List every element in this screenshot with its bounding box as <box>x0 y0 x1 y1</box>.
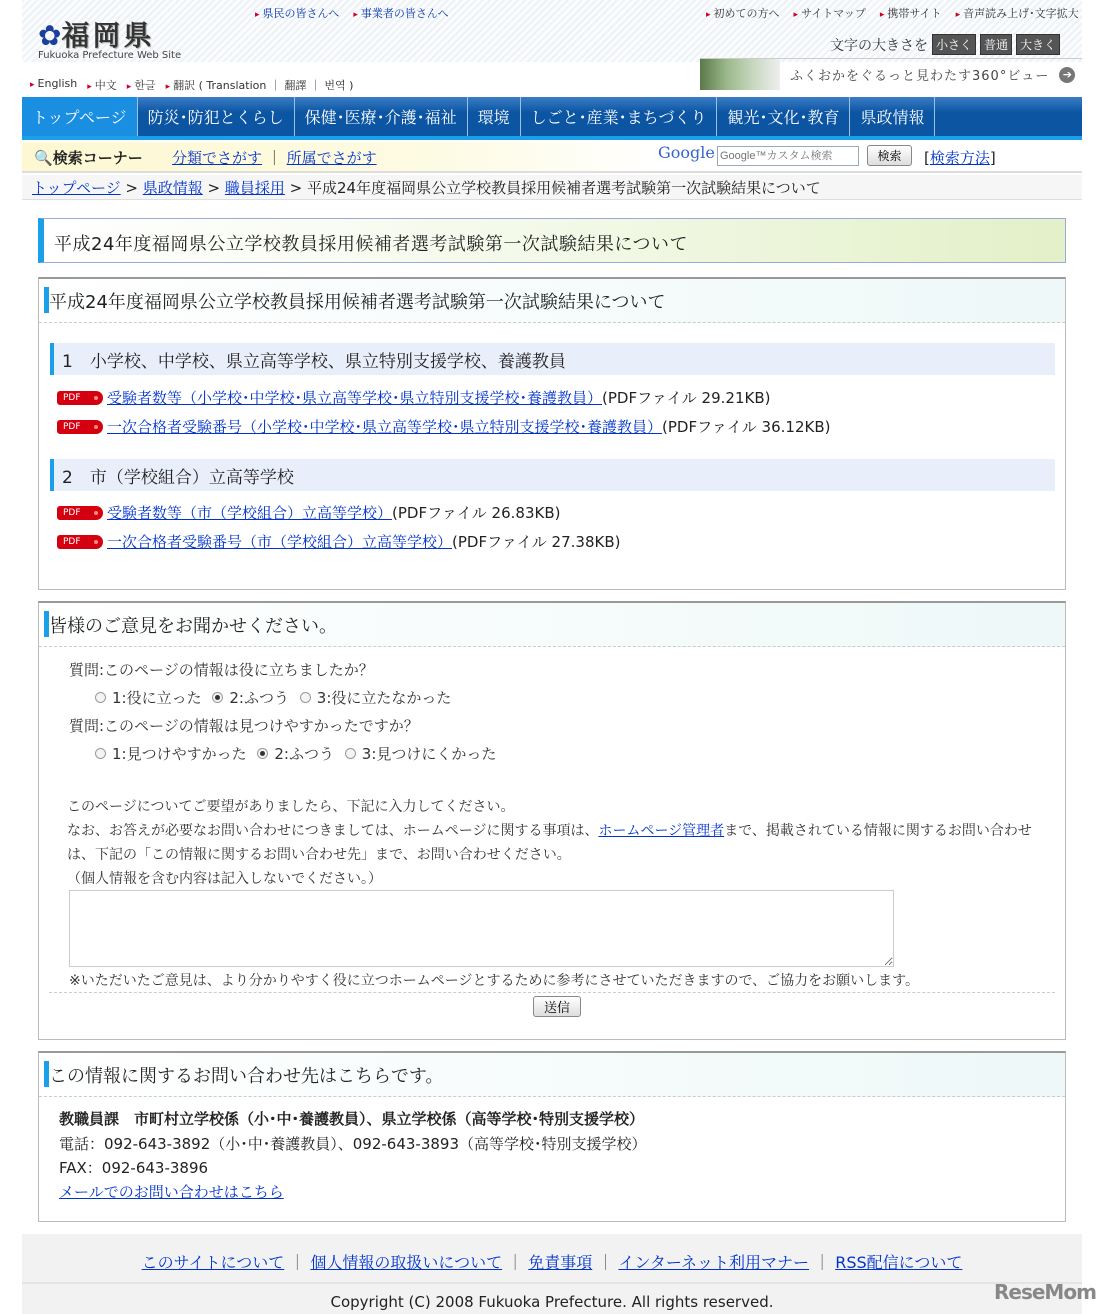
font-normal-button[interactable]: 普通 <box>980 34 1012 55</box>
instruction-2a: なお、お答えが必要なお問い合わせにつきましては、ホームページに関する事項は、 <box>67 823 599 839</box>
radio-helpful[interactable] <box>95 692 106 703</box>
radio-label: 3:役に立たなかった <box>316 689 452 707</box>
file-meta: (PDFファイル 26.83KB) <box>392 504 561 522</box>
footer-link-privacy[interactable]: 個人情報の取扱いについて <box>310 1253 503 1272</box>
question-1-options <box>95 687 457 708</box>
radio-neutral[interactable] <box>257 748 268 759</box>
file-link[interactable]: 受験者数等（小学校･中学校･県立高等学校･県立特別支援学校･養護教員） <box>107 389 603 407</box>
webmaster-link[interactable]: ホームページ管理者 <box>598 823 725 839</box>
link-korean[interactable]: ▸ 한글 <box>127 77 156 93</box>
search-button[interactable]: 検索 <box>867 145 912 166</box>
footer-link-manners[interactable]: インターネット利用マナー <box>618 1253 810 1272</box>
link-chinese[interactable]: ▸ 中文 <box>87 77 117 93</box>
group-heading: 2 市（学校組合）立高等学校 <box>50 459 1055 491</box>
landscape-thumbnail <box>700 59 780 90</box>
contact-department: 教職員課 市町村立学校係（小･中･養護教員）、県立学校係（高等学校･特別支援学校） <box>59 1110 645 1128</box>
font-large-button[interactable]: 大きく <box>1016 34 1060 55</box>
breadcrumb: トップページ > 県政情報 > 職員採用 > 平成24年度福岡県公立学校教員採用候補者選考試験第一次試験結果について <box>22 175 1082 200</box>
logo-title: 福岡県 <box>61 19 155 52</box>
search-help-link[interactable]: 検索方法 <box>929 149 990 167</box>
search-by-category-link[interactable]: 分類でさがす <box>172 149 263 167</box>
nav-top[interactable]: トップページ <box>22 97 138 136</box>
link-first-time[interactable]: ▸ 初めての方へ <box>706 5 780 21</box>
arrow-right-icon: ➔ <box>1059 67 1075 83</box>
font-size-control <box>830 34 1060 55</box>
contact-section <box>38 1051 1066 1222</box>
contact-fax: FAX：092-643-3896 <box>59 1159 209 1177</box>
breadcrumb-recruitment[interactable]: 職員採用 <box>224 179 285 197</box>
radio-label: 1:見つけやすかった <box>112 745 247 763</box>
instruction-1: このページについてご要望がありましたら、下記に入力してください。 <box>67 799 515 815</box>
file-item <box>57 502 560 523</box>
pdf-icon: PDF <box>57 506 103 520</box>
file-link[interactable]: 一次合格者受験番号（市（学校組合）立高等学校） <box>107 533 453 551</box>
results-section <box>38 277 1066 590</box>
view360-banner[interactable] <box>700 58 1082 90</box>
font-small-button[interactable]: 小さく <box>932 34 976 55</box>
submit-button[interactable]: 送信 <box>533 996 581 1017</box>
footer-link-rss[interactable]: RSS配信について <box>835 1253 963 1272</box>
search-corner-label: 検索コーナー <box>52 149 143 167</box>
footer: このサイトについて ｜ 個人情報の取扱いについて ｜ 免責事項 ｜ インターネット利用マナー ｜ RSS配信について Copyright (C) 2008 Fukuoka Prefecture. All rights reserved. <box>22 1234 1082 1314</box>
feedback-instructions <box>67 795 1057 891</box>
feedback-note: ※いただいたご意見は、より分かりやすく役に立つホームページとするために参考にさせていただきますので、ご協力をお願いします。 <box>69 973 920 989</box>
file-item <box>57 531 620 552</box>
breadcrumb-top[interactable]: トップページ <box>32 179 121 197</box>
question-2-options <box>95 743 502 764</box>
search-bar: 🔍検索コーナー 分類でさがす ｜ 所属でさがす Google Google™カスタム検索 検索 [検索方法] <box>22 142 1082 173</box>
link-mobile[interactable]: ▸ 携帯サイト <box>880 5 942 21</box>
feedback-section <box>38 601 1066 1040</box>
question-2: 質問:このページの情報は見つけやすかったですか？ <box>69 717 419 735</box>
contact-email-link[interactable]: メールでのお問い合わせはこちら <box>59 1183 284 1201</box>
page-title: 平成24年度福岡県公立学校教員採用候補者選考試験第一次試験結果について <box>38 218 1066 263</box>
radio-label: 2:ふつう <box>229 689 289 707</box>
link-residents[interactable]: ▸ 県民の皆さんへ <box>255 5 339 21</box>
google-logo: Google <box>658 143 715 162</box>
flower-logo-icon: ✿ <box>38 19 62 52</box>
radio-neutral[interactable] <box>212 692 223 703</box>
file-meta: (PDFファイル 36.12KB) <box>662 418 831 436</box>
nav-health[interactable]: 保健･医療･介護･福祉 <box>295 97 468 136</box>
file-link[interactable]: 受験者数等（市（学校組合）立高等学校） <box>107 504 393 522</box>
nav-safety[interactable]: 防災･防犯とくらし <box>138 97 295 136</box>
footer-link-about[interactable]: このサイトについて <box>141 1253 285 1272</box>
section-title: 平成24年度福岡県公立学校教員採用候補者選考試験第一次試験結果について <box>39 279 1065 323</box>
logo-subtitle: Fukuoka Prefecture Web Site <box>38 50 182 61</box>
view360-text: ふくおかをぐるっと見わたす360°ビュー <box>790 69 1050 84</box>
radio-label: 2:ふつう <box>274 745 334 763</box>
contact-phone: 電話：092-643-3892（小･中･養護教員）、092-643-3893（高等学校･特別支援学校） <box>59 1135 647 1153</box>
copyright: Copyright (C) 2008 Fukuoka Prefecture. All rights reserved. <box>330 1293 774 1311</box>
search-by-department-link[interactable]: 所属でさがす <box>286 149 377 167</box>
feedback-textarea[interactable] <box>69 890 894 967</box>
site-logo[interactable] <box>38 14 181 61</box>
link-english[interactable]: ▸ English <box>30 77 77 93</box>
nav-tourism[interactable]: 観光･文化･教育 <box>717 97 850 136</box>
link-translation[interactable]: ▸ 翻訳 ( Translation ｜ 翻譯 ｜ 번역 ) <box>166 77 354 93</box>
radio-label: 3:見つけにくかった <box>361 745 497 763</box>
feedback-title: 皆様のご意見をお聞かせください。 <box>39 603 1065 647</box>
breadcrumb-current: 平成24年度福岡県公立学校教員採用候補者選考試験第一次試験結果について <box>307 179 821 197</box>
instruction-2b: まで、掲載されている情報に関するお問い合わせは、下記の「この情報に関するお問い合わせ先」まで、お問い合わせください。 <box>67 823 1032 863</box>
link-businesses[interactable]: ▸ 事業者の皆さんへ <box>353 5 448 21</box>
resemom-watermark: ReseMom <box>994 1280 1096 1304</box>
nav-government[interactable]: 県政情報 <box>850 97 935 136</box>
radio-label: 1:役に立った <box>112 689 202 707</box>
radio-hard[interactable] <box>345 748 356 759</box>
font-size-label: 文字の大きさを <box>830 37 928 54</box>
pdf-icon: PDF <box>57 391 103 405</box>
radio-not-helpful[interactable] <box>300 692 311 703</box>
audience-links <box>255 5 449 21</box>
nav-work[interactable]: しごと･産業･まちづくり <box>521 97 718 136</box>
file-meta: (PDFファイル 29.21KB) <box>602 389 771 407</box>
pdf-icon: PDF <box>57 535 103 549</box>
nav-environment[interactable]: 環境 <box>468 97 521 136</box>
magnifier-icon: 🔍 <box>34 149 53 167</box>
search-input[interactable] <box>717 146 859 166</box>
link-sitemap[interactable]: ▸ サイトマップ <box>794 5 866 21</box>
file-meta: (PDFファイル 27.38KB) <box>452 533 621 551</box>
file-item <box>57 416 830 437</box>
group-heading: 1 小学校、中学校、県立高等学校、県立特別支援学校、養護教員 <box>50 343 1055 375</box>
file-item <box>57 387 770 408</box>
file-link[interactable]: 一次合格者受験番号（小学校･中学校･県立高等学校･県立特別支援学校･養護教員） <box>107 418 663 436</box>
link-accessibility[interactable]: ▸ 音声読み上げ･文字拡大 <box>956 5 1079 21</box>
radio-easy[interactable] <box>95 748 106 759</box>
utility-links <box>706 5 1079 21</box>
pdf-icon: PDF <box>57 420 103 434</box>
contact-title: この情報に関するお問い合わせ先はこちらです。 <box>39 1053 1065 1097</box>
language-links <box>30 77 353 93</box>
breadcrumb-government[interactable]: 県政情報 <box>142 179 203 197</box>
question-1: 質問:このページの情報は役に立ちましたか？ <box>69 661 374 679</box>
main-nav <box>22 97 1082 140</box>
instruction-3: （個人情報を含む内容は記入しないでください。） <box>67 871 382 887</box>
footer-link-disclaimer[interactable]: 免責事項 <box>528 1253 593 1272</box>
